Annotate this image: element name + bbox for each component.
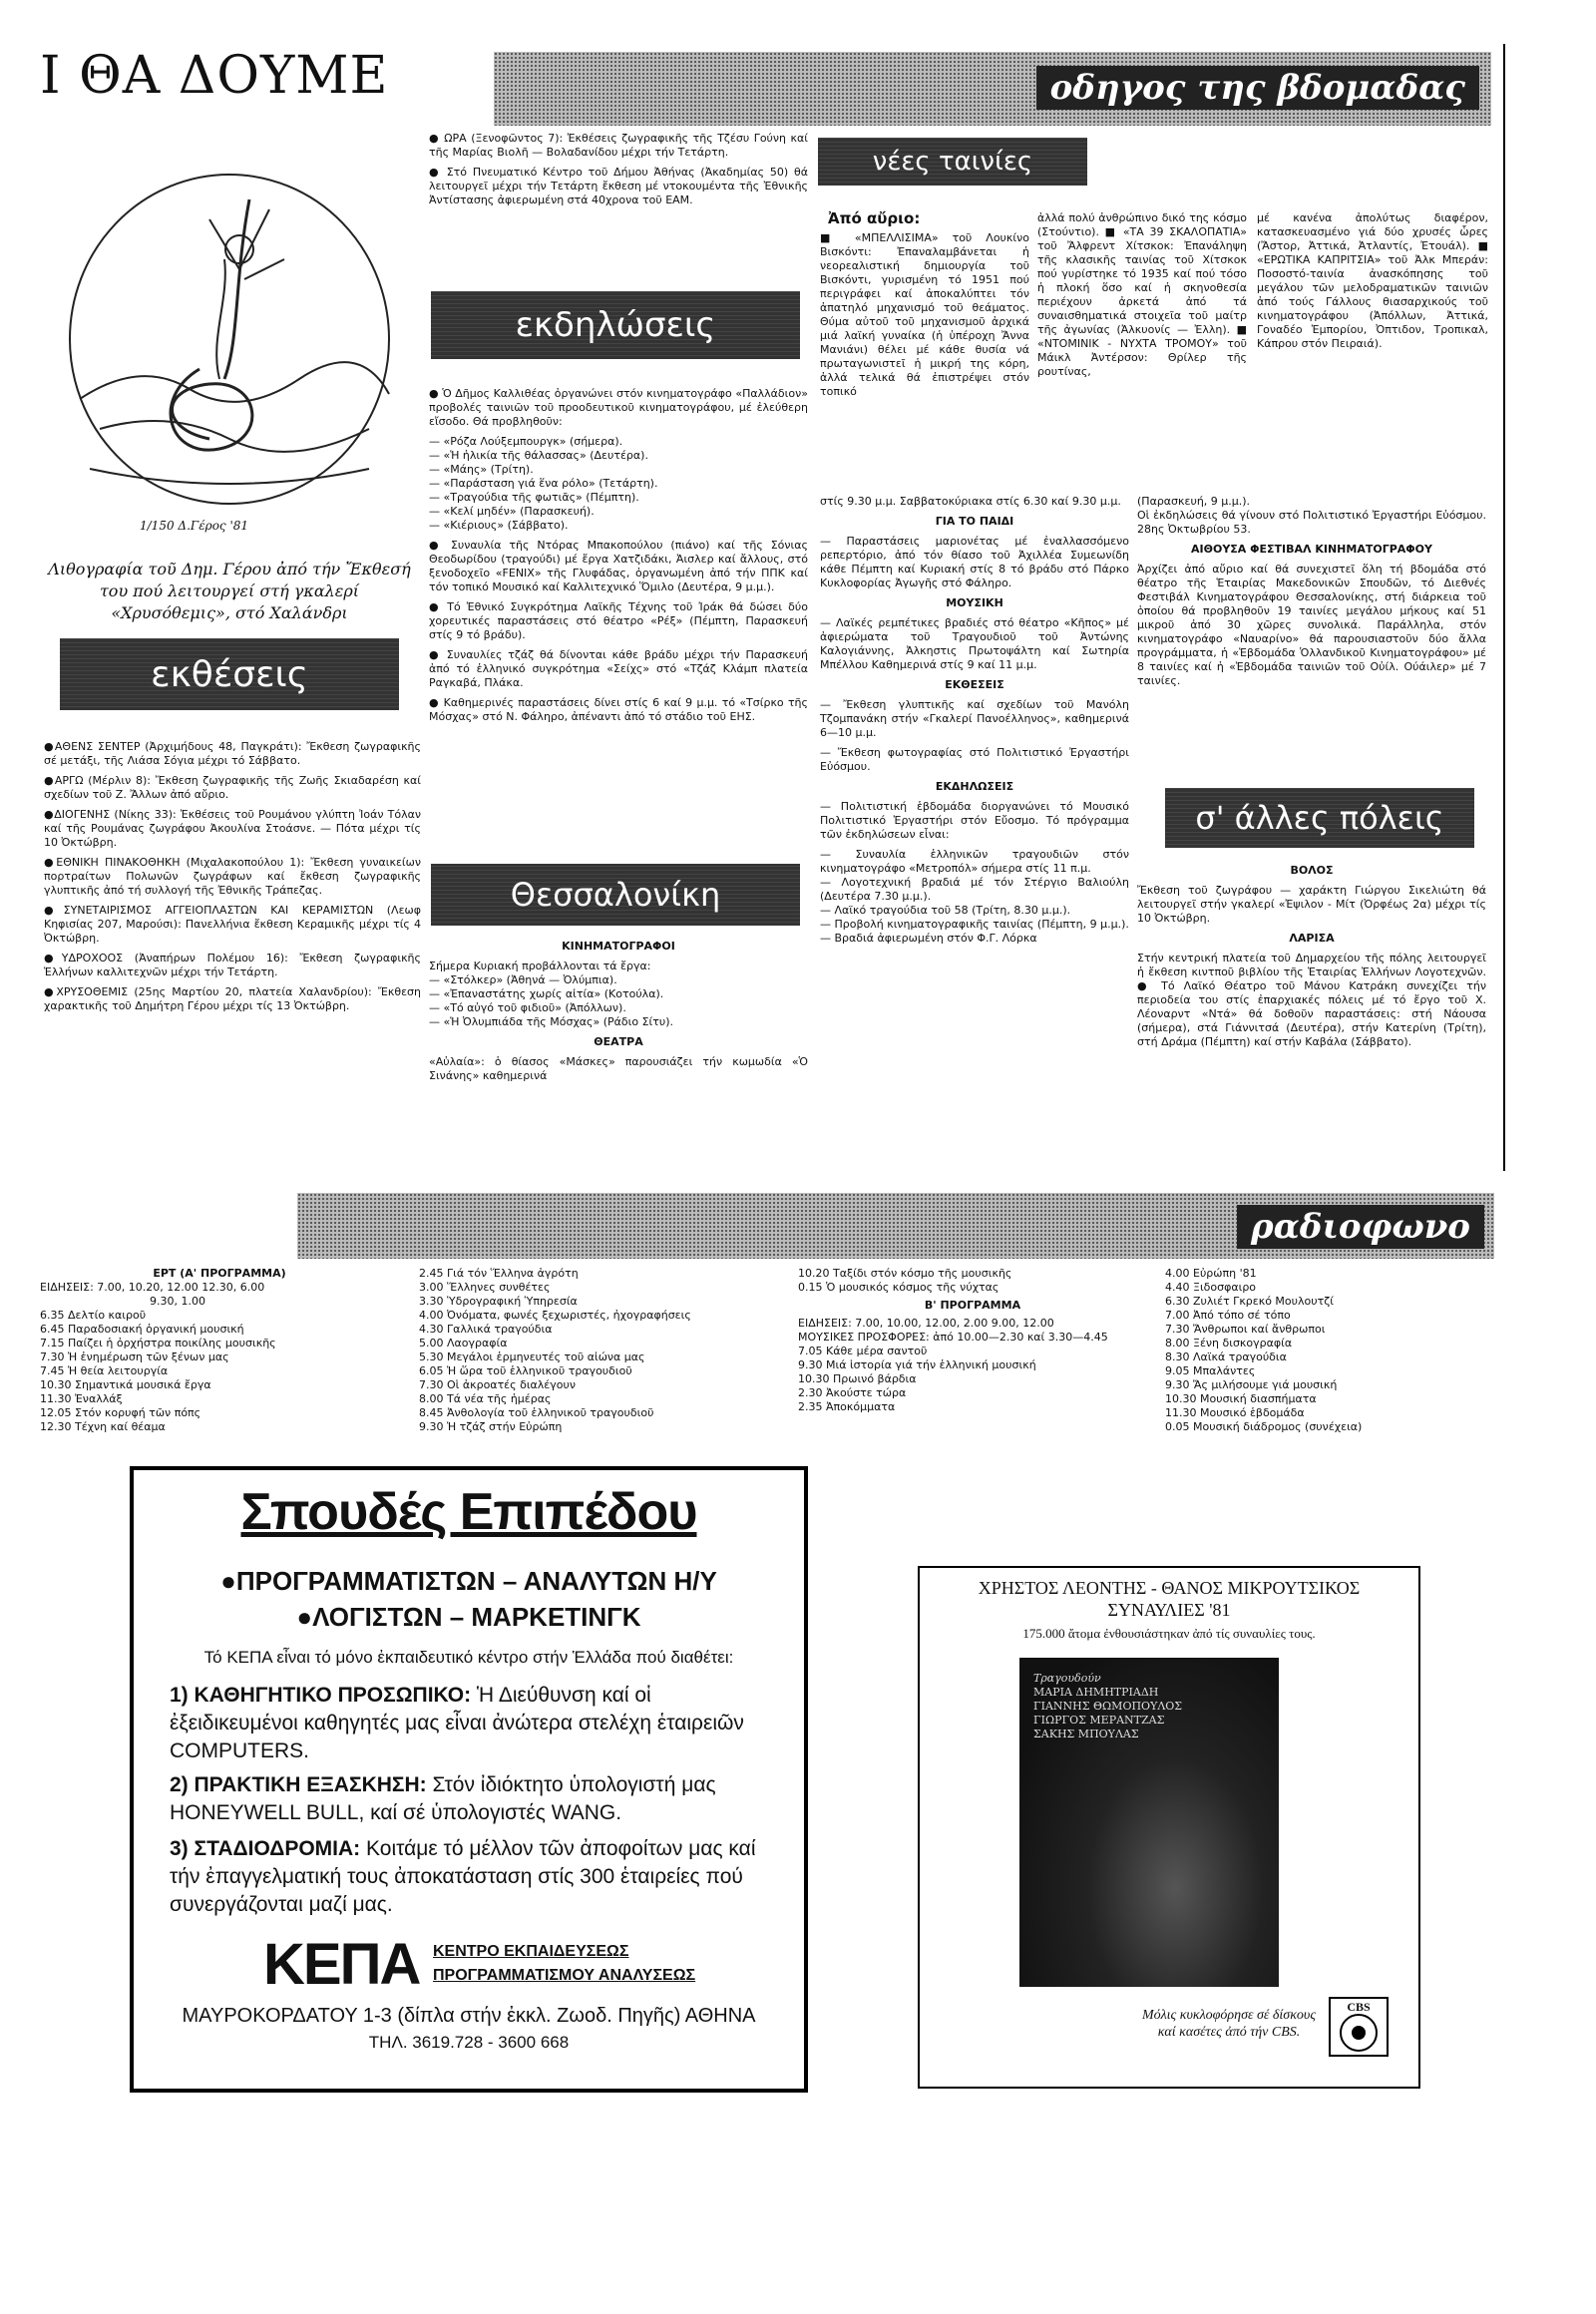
ad-kepa-title: Σπουδές Επιπέδου xyxy=(240,1483,697,1541)
radio-row: 9.30 Ἄς μιλήσουμε γιά μουσική xyxy=(1165,1378,1338,1391)
radio-title: ραδιοφωνο xyxy=(1237,1205,1484,1249)
cover-line: ΓΙΩΡΓΟΣ ΜΕΡΑΝΤΖΑΣ xyxy=(1033,1714,1165,1727)
radio-row: 7.45 Ἡ θεία λειτουργία xyxy=(40,1364,169,1377)
guide-header-band xyxy=(494,52,1491,126)
radio-row: 9.30, 1.00 xyxy=(150,1295,205,1308)
list-item: ● Ὁ Δῆμος Καλλιθέας ὀργανώνει στόν κινηματογράφο «Παλλάδιον» προβολές ταινιῶν τοῦ προοδευτικοῦ κινηματογράφου, μέ ἐλεύθερη εἴσοδο. Θά προβληθοῦν: xyxy=(429,387,808,428)
films-col-b: ἀλλά πολύ ἀνθρώπινο δικό της κόσμο (Στούντιο). ■ «ΤΑ 39 ΣΚΑΛΟΠΑΤΙΑ» τοῦ Ἄλφρεντ Χίτσκοκ: Ἐπανάληψη τῆς κλασικῆς ταινίας τοῦ Χίτσκοκ πού γυρίστηκε τό 1935 καί πού τόσο ἡ πλοκή ὅσο καί ἡ σκηνοθεσία περιέχουν ἀρκετά ἀπό τά συναισθηματικά στοιχεῖα τοῦ μαίτρ τῆς ἀγωνίας (Ἀλκυονίς — Ἐλλη). ■ «ΝΤΟΜΙΝΙΚ - ΝΥΧΤΑ ΤΡΟΜΟΥ» τοῦ Μάικλ Ἀντέρσον: Θρίλερ τῆς ρουτίνας, xyxy=(1037,211,1247,378)
ad-cbs xyxy=(918,1566,1420,2089)
ad-cbs-title-2: ΣΥΝΑΥΛΙΕΣ '81 xyxy=(1107,1600,1231,1620)
radio-row: 9.30 Μιά ἱστορία γιά τήν ἑλληνική μουσική xyxy=(798,1358,1036,1371)
ad-cbs-subtitle: 175.000 ἄτομα ἐνθουσιάστηκαν ἀπό τίς συναυλίες τους. xyxy=(1022,1626,1316,1641)
subhead-theatra: ΘΕΑΤΡΑ xyxy=(594,1035,643,1048)
masthead: Ι ΘΑ ΔΟΥΜΕ xyxy=(40,46,389,106)
radio-row: 6.05 Ἡ ὥρα τοῦ ἑλληνικοῦ τραγουδιοῦ xyxy=(419,1364,632,1377)
radio-row: 8.30 Λαϊκά τραγούδια xyxy=(1165,1350,1287,1363)
radio-col-1 xyxy=(40,1267,399,1434)
radio-row: 6.35 Δελτίο καιροῦ xyxy=(40,1309,147,1322)
ad-kepa-logo: ΚΕΠΑ xyxy=(263,1932,420,1997)
cover-line: ΣΑΚΗΣ ΜΠΟΥΛΑΣ xyxy=(1033,1728,1139,1740)
section-header-nees-tainies: νέες ταινίες xyxy=(818,138,1087,186)
radio-row: 5.30 Μεγάλοι ἑρμηνευτές τοῦ αἰώνα μας xyxy=(419,1350,645,1363)
radio-row: 12.30 Τέχνη καί θέαμα xyxy=(40,1420,166,1433)
subhead-paidi: ΓΙΑ ΤΟ ΠΑΙΔΙ xyxy=(935,515,1014,528)
radio-row: 7.30 Ἄνθρωποι καί ἄνθρωποι xyxy=(1165,1323,1326,1336)
ad-kepa-line2: ●ΛΟΓΙΣΤΩΝ – ΜΑΡΚΕΤΙΝΓΚ xyxy=(296,1602,641,1632)
radio-row: 9.30 Ἡ τζάζ στήν Εὐρώπη xyxy=(419,1420,563,1433)
list-item: ● ΩΡΑ (Ξενοφῶντος 7): Ἐκθέσεις ζωγραφικῆς τῆς Τζέσυ Γούνη καί τῆς Μαρίας Βιολῆ — Βολαδανίδου μέχρι τήν Τετάρτη. xyxy=(429,132,808,159)
radio-row: 7.15 Παίζει ἡ ὀρχήστρα ποικίλης μουσικῆς xyxy=(40,1337,276,1350)
col6-top xyxy=(1137,495,1486,694)
ad-kepa-point-2 xyxy=(170,1771,784,1827)
list-item: — Ἔκθεση γλυπτικῆς καί σχεδίων τοῦ Μανόλη Τζομπανάκη στήν «Γκαλερί Πανοέλληνος», καθημερινά 6—10 μ.μ. xyxy=(820,698,1129,739)
guide-title: οδηγος της βδομαδας xyxy=(1036,66,1479,110)
radio-row: 10.30 Σημαντικά μουσικά ἔργα xyxy=(40,1378,211,1391)
list-item: — Λογοτεχνική βραδιά μέ τόν Στέργιο Βαλιούλη (Δευτέρα 7.30 μ.μ.). xyxy=(820,876,1129,903)
apo-avrio: Ἀπό αὔριο: xyxy=(828,209,921,227)
radio-row: 8.00 Τά νέα τῆς ἡμέρας xyxy=(419,1392,552,1405)
ad-cbs-footer: Μόλις κυκλοφόρησε σέ δίσκους καί κασέτες ἀπό τήν CBS. xyxy=(1141,2008,1317,2040)
cover-line: Τραγουδούν xyxy=(1033,1672,1101,1685)
artwork-signature: 1/150 Δ.Γέρος '81 xyxy=(140,519,249,533)
radio-col-4 xyxy=(1165,1267,1494,1434)
ad-kepa-phone: ΤΗΛ. 3619.728 - 3600 668 xyxy=(368,2033,570,2052)
list-item: — Προβολή κινηματογραφικῆς ταινίας (Πέμπτη, 9 μ.μ.). xyxy=(820,918,1129,931)
radio-col-3 xyxy=(798,1267,1147,1414)
subhead-kinimatografoi: ΚΙΝΗΜΑΤΟΓΡΑΦΟΙ xyxy=(562,940,675,953)
list-item: Ἀρχίζει ἀπό αὔριο καί θά συνεχιστεῖ ὅλη τή βδομάδα στό θέατρο τῆς Ἑταιρίας Μακεδονικῶν Σπουδῶν, τό Διεθνές Φεστιβάλ Κινηματογράφου Θεσσαλονίκης, στή διάρκεια τοῦ ὁποίου θά προβληθοῦν 19 ταινίες μεγάλου μήκους καί 51 μικροῦ ἀπό 30 χῶρες συνολικά. Παράλληλα, στόν κινηματογράφο «Ναυαρίνο» θά παρουσιαστοῦν δύο ἄλλα προγράμματα, ἡ «Ἑβδομάδα Ὁλλανδικοῦ Κινηματογράφου» μέ 8 ταινίες καί ἡ «Ἑβδομάδα ταινιῶν τοῦ Οὐίλ. Ούάιλερ» μέ 7 ταινίες. xyxy=(1137,563,1486,687)
radio-row: 10.30 Πρωινό βάρδια xyxy=(798,1372,917,1385)
radio-row: 7.30 Ἡ ἐνημέρωση τῶν ξένων μας xyxy=(40,1350,229,1363)
list-item: — «Τό αὐγό τοῦ φιδιοῦ» (Ἀπόλλων). xyxy=(429,1001,626,1014)
ad-cbs-logo-text: CBS xyxy=(1347,2000,1371,2014)
cover-line: ΓΙΑΝΝΗΣ ΘΩΜΟΠΟΥΛΟΣ xyxy=(1033,1700,1183,1713)
list-item: — «Τραγούδια τῆς φωτιᾶς» (Πέμπτη). xyxy=(429,491,639,504)
list-item: ● Στό Πνευματικό Κέντρο τοῦ Δήμου Ἀθήνας (Ἀκαδημίας 50) θά λειτουργεῖ μέχρι τήν Τετάρτη ἔκθεση μέ ντοκουμέντα τῆς Ἐθνικῆς Ἀντίστασης ἀφιερωμένη στά 40χρονα τοῦ ΕΑΜ. xyxy=(429,166,808,206)
films-col-a: ■ «ΜΠΕΛΛΙΣΙΜΑ» τοῦ Λουκίνο Βισκόντι: Ἐπαναλαμβάνεται ἡ νεορεαλιστική δημιουργία τοῦ Βισκόντι, γυρισμένη τό 1951 πού περιγράφει καί ἀποκαλύπτει τόν ἀπατηλό μηχανισμό τοῦ θεάματος. Θύμα αὐτοῦ τοῦ μηχανισμοῦ ἀρχικά μιά λαϊκή γυναίκα (ἡ ὑπέροχη Ἄννα Μανιάνι) θέλει μέ κάθε θυσία νά πρωταγωνιστεῖ ἡ μικρή της κόρη, ἀλλά τελικά θά ἐπιστρέψει στόν τοπικό xyxy=(820,231,1029,398)
list-item: — «Στόλκερ» (Ἀθηνά — Ὀλύμπια). xyxy=(429,973,617,986)
ad-kepa-point-3 xyxy=(170,1835,784,1919)
radio-row: 11.30 Ἐναλλάξ xyxy=(40,1392,123,1405)
list-item: — «Ἐπαναστάτης χωρίς αἰτία» (Κοτούλα). xyxy=(429,987,664,1000)
films-col-c: μέ κανένα ἀπολύτως διαφέρον, κατασκευασμένο γιά δύο χρυσές ὧρες (Ἄστορ, Ἀττικά, Ἀτλαντίς, Ἐτουάλ). ■ «ΕΡΩΤΙΚΑ ΚΑΠΡΙΤΣΙΑ» τοῦ Ἀλκ Μπεράν: Ποσοστό-ταινία ἀνασκόπησης τοῦ μεγάλου τῶν μελοδραματικῶν ταινιῶν ἀπό τούς Γάλλους θιασαρχικούς τοῦ κινηματογράφου (Ἀπόλλων, Ἀττικά, Γοναδέο Ἐμπορίου, Ὀπτιδον, Τροπικαλ, Κάπρου στόν Πειραιά). xyxy=(1257,211,1488,350)
ad-kepa-logo-sub-1: ΚΕΝΤΡΟ ΕΚΠΑΙΔΕΥΣΕΩΣ xyxy=(433,1943,629,1960)
radio-row: 3.30 Ὑδρογραφική Ὑπηρεσία xyxy=(419,1295,578,1308)
list-item: στίς 9.30 μ.μ. Σαββατοκύριακα στίς 6.30 καί 9.30 μ.μ. xyxy=(820,495,1121,508)
thessaloniki-text xyxy=(429,940,808,1089)
list-item: Σήμερα Κυριακή προβάλλονται τά ἔργα: xyxy=(429,960,651,972)
list-item: ● Τό Ἐθνικό Συγκρότημα Λαϊκῆς Τέχνης τοῦ Ἰράκ θά δώσει δύο χορευτικές παραστάσεις στό θέατρο «Ρέξ» (Πέμπτη, Παρασκευή στίς 9 τό βράδυ). xyxy=(429,600,808,641)
list-item: ● ΧΡΥΣΟΘΕΜΙΣ (25ης Μαρτίου 20, πλατεία Χαλανδρίου): Ἔκθεση χαρακτικῆς τοῦ Δημήτρη Γέρου μέχρι τίς 13 Ὀκτώβρη. xyxy=(44,985,421,1013)
ad-kepa-intro: Τό ΚΕΠΑ εἶναι τό μόνο ἐκπαιδευτικό κέντρο στήν Ἑλλάδα πού διαθέτει: xyxy=(203,1648,734,1667)
radio-row: 7.05 Κάθε μέρα σαντοῦ xyxy=(798,1345,928,1357)
list-item: — Παραστάσεις μαριονέτας μέ ἐναλλασσόμενο ρεπερτόριο, ἀπό τόν θίασο τοῦ Ἀχιλλέα Συμεωνίδη κάθε Πέμπτη καί Κυριακή στίς 8 τό βράδυ στό Πάρκο Κυκλοφορίας Ἀγωγῆς στό Φάληρο. xyxy=(820,535,1129,589)
list-item: — Συναυλία ἑλληνικῶν τραγουδιῶν στόν κινηματογράφο «Μετροπόλ» σήμερα στίς 11 π.μ. xyxy=(820,848,1129,875)
radio-row: 10.20 Ταξίδι στόν κόσμο τῆς μουσικῆς xyxy=(798,1267,1012,1280)
list-item: — Πολιτιστική ἑβδομάδα διοργανώνει τό Μουσικό Πολιτιστικό Ἐργαστήρι στόν Εὔοσμο. Τό πρόγραμμα τῶν ἐκδηλώσεων εἶναι: xyxy=(820,800,1129,841)
list-item: ● ΣΥΝΕΤΑΙΡΙΣΜΟΣ ΑΓΓΕΙΟΠΛΑΣΤΩΝ ΚΑΙ ΚΕΡΑΜΙΣΤΩΝ (Λεωφ Κηφισίας 207, Μαρούσι): Πανελλήνια ἔκθεση Κεραμικῆς μέχρι τίς 4 Ὀκτώβρη. xyxy=(44,904,421,946)
ekdiloseis-list xyxy=(429,387,808,730)
list-item: Στήν κεντρική πλατεία τοῦ Δημαρχείου τῆς πόλης λειτουργεῖ ἡ ἔκθεση κιντποῦ βιβλίου τῆς Ἑταιρίας Ἑλλήνων Λογοτεχνῶν. ● Τό Λαϊκό Θέατρο τοῦ Μάνου Κατράκη συνεχίζει τήν περιοδεία του στίς ἐπαρχιακές πόλεις μέ τό ἔργο τοῦ Χ. Λέοναρντ «Ντά» θά δοθοῦν παραστάσεις: στή Νάουσα (σήμερα), στά Γιάννιτσά (Δευτέρα), στήν Κατερίνη (Τρίτη), στή Δράμα (Πέμπτη) καί στήν Καβάλα (Σάββατο). xyxy=(1137,952,1486,1048)
col2-intro xyxy=(429,132,808,213)
list-item: ● ΕΘΝΙΚΗ ΠΙΝΑΚΟΘΗΚΗ (Μιχαλακοπούλου 1): Ἔκθεση γυναικείων πορτραίτων Πολωνῶν ζωγράφων καί ἔκθεση ζωγραφικῆς γλυπτικῆς ἀπό τή συλλογή τῆς Ἐθνικῆς Τράπεζας. xyxy=(44,856,421,898)
subhead-ekdiloseis: ΕΚΔΗΛΩΣΕΙΣ xyxy=(935,780,1014,793)
list-item: ● ΔΙΟΓΕΝΗΣ (Νίκης 33): Ἐκθέσεις τοῦ Ρουμάνου γλύπτη Ἰοάν Τόλαν καί τῆς Ρουμάνας ζωγράφου Ἀκουλίνα Στοάσνε. — Πότα μέχρι τίς 10 Ὀκτώβρη. xyxy=(44,808,421,850)
list-item: ● ΑΡΓΩ (Μέρλιν 8): Ἔκθεση ζωγραφικῆς τῆς Ζωῆς Σκιαδαρέση καί σχεδίων τοῦ Ζ. Ἄλλων ἀπό αὔριο. xyxy=(44,774,421,802)
ad-kepa-point-2-text: Στόν ἰδιόκτητο ὑπολογιστή μας HONEYWELL BULL, καί σέ ὑπολογιστές WANG. xyxy=(170,1773,716,1824)
radio-row: 3.00 Ἕλληνες συνθέτες xyxy=(419,1281,551,1294)
list-item: — «Μάης» (Τρίτη). xyxy=(429,463,534,476)
ad-kepa-point-1-head: 1) ΚΑΘΗΓΗΤΙΚΟ ΠΡΟΣΩΠΙΚΟ: xyxy=(170,1684,472,1707)
radio-row: 0.05 Μουσική διάδρομος (συνέχεια) xyxy=(1165,1420,1363,1433)
radio-ert-b-head: Β' ΠΡΟΓΡΑΜΜΑ xyxy=(924,1299,1021,1312)
radio-row: 6.45 Παραδοσιακή ὀργανική μουσική xyxy=(40,1323,244,1336)
list-item: ● ΑΘΕΝΣ ΣΕΝΤΕΡ (Ἀρχιμήδους 48, Παγκράτι): Ἔκθεση ζωγραφικῆς σέ μετάξι, τῆς Λιάσα Σόγια μέχρι τό Σάββατο. xyxy=(44,740,421,768)
radio-row: 7.00 Ἀπό τόπο σέ τόπο xyxy=(1165,1309,1291,1322)
ad-kepa-logo-sub-2: ΠΡΟΓΡΑΜΜΑΤΙΣΜΟΥ ΑΝΑΛΥΣΕΩΣ xyxy=(433,1967,696,1984)
subhead-ektheseis: ΕΚΘΕΣΕΙΣ xyxy=(945,678,1004,691)
list-item: ● Καθημερινές παραστάσεις δίνει στίς 6 καί 9 μ.μ. τό «Τσίρκο τῆς Μόσχας» στό Ν. Φάληρο, ἀπέναντι ἀπό τό στάδιο τοῦ ΕΗΣ. xyxy=(429,696,808,723)
ad-kepa-point-3-text: Κοιτάμε τό μέλλον τῶν ἀποφοίτων μας καί τήν ἐπαγγελματική τους ἀποκατάσταση στίς 300 ἑταιρείες πού συνεργάζονται μαζί μας. xyxy=(170,1837,756,1916)
section-header-ektheseis: εκθέσεις xyxy=(60,638,399,710)
section-header-alles-poleis: σ' άλλες πόλεις xyxy=(1165,788,1474,848)
section-header-thessaloniki: Θεσσαλονίκη xyxy=(431,864,800,926)
radio-row: 8.45 Ἀνθολογία τοῦ ἑλληνικοῦ τραγουδιοῦ xyxy=(419,1406,654,1419)
col4-thess xyxy=(820,495,1129,946)
radio-row: 9.05 Μπαλάντες xyxy=(1165,1364,1256,1377)
section-header-ekdiloseis: εκδηλώσεις xyxy=(431,291,800,359)
subhead-festival: ΑΙΘΟΥΣΑ ΦΕΣΤΙΒΑΛ ΚΙΝΗΜΑΤΟΓΡΑΦΟΥ xyxy=(1191,543,1432,556)
radio-row: 6.30 Ζυλιέτ Γκρεκό Μουλουτζί xyxy=(1165,1295,1334,1308)
radio-row: ΜΟΥΣΙΚΕΣ ΠΡΟΣΦΟΡΕΣ: ἀπό 10.00—2.30 καί 3.30—4.45 xyxy=(798,1331,1108,1344)
radio-row: 7.30 Οἱ ἀκροατές διαλέγουν xyxy=(419,1378,576,1391)
list-item: ● ΥΔΡΟΧΟΟΣ (Ἀναπήρων Πολέμου 16): Ἔκθεση ζωγραφικῆς Ἑλλήνων καλλιτεχνῶν μέχρι τήν Τετάρτη. xyxy=(44,952,421,979)
ad-kepa-point-3-head: 3) ΣΤΑΔΙΟΔΡΟΜΙΑ: xyxy=(170,1837,361,1860)
list-item: «Αὐλαία»: ὁ θίασος «Μάσκες» παρουσιάζει τήν κωμωδία «Ὁ Σινάνης» καθημερινά xyxy=(429,1055,808,1082)
list-item: Οἱ ἐκδηλώσεις θά γίνουν στό Πολιτιστικό Ἐργαστήρι Εὐόσμου. 28ης Ὀκτωβρίου 53. xyxy=(1137,509,1486,536)
ad-cbs-title-1: ΧΡΗΣΤΟΣ ΛΕΟΝΤΗΣ - ΘΑΝΟΣ ΜΙΚΡΟΥΤΣΙΚΟΣ xyxy=(978,1578,1361,1598)
list-item: — Ἔκθεση φωτογραφίας στό Πολιτιστικό Ἐργαστήρι Εὐόσμου. xyxy=(820,746,1129,773)
cbs-logo-icon xyxy=(1329,1997,1389,2057)
radio-row: 0.15 Ὁ μουσικός κόσμος τῆς νύχτας xyxy=(798,1281,999,1294)
radio-col-2 xyxy=(419,1267,788,1434)
ektheseis-list xyxy=(44,740,421,1019)
list-item: — «Ρόζα Λούξεμπουργκ» (σήμερα). xyxy=(429,435,623,448)
ad-kepa-line1: ●ΠΡΟΓΡΑΜΜΑΤΙΣΤΩΝ – ΑΝΑΛΥΤΩΝ Η/Υ xyxy=(220,1566,717,1596)
subhead-mousiki: ΜΟΥΣΙΚΗ xyxy=(946,596,1003,609)
ad-kepa-point-2-head: 2) ΠΡΑΚΤΙΚΗ ΕΞΑΣΚΗΣΗ: xyxy=(170,1773,427,1796)
ad-kepa-address: ΜΑΥΡΟΚΟΡΔΑΤΟΥ 1-3 (δίπλα στήν ἐκκλ. Ζωοδ. Πηγῆς) ΑΘΗΝΑ xyxy=(182,2005,756,2027)
radio-row: 2.45 Γιά τόν Ἕλληνα ἀγρότη xyxy=(419,1267,579,1280)
radio-row: 12.05 Στόν κορυφή τῶν πόπς xyxy=(40,1406,201,1419)
list-item: — «Ἡ ἡλικία τῆς θάλασσας» (Δευτέρα). xyxy=(429,449,648,462)
list-item: ● Συναυλίες τζάζ θά δίνονται κάθε βράδυ μέχρι τήν Παρασκευή ἀπό τό ἑλληνικό συγκρότημα «Σείχς» στό «Τζάζ Κλάμπ πλατεία Ραγκαβά, Πλάκα. xyxy=(429,648,808,689)
subhead-larisa: ΛΑΡΙΣΑ xyxy=(1289,932,1335,945)
radio-row: 2.30 Ἀκούστε τώρα xyxy=(798,1386,907,1399)
radio-row: 10.30 Μουσική διασπήματα xyxy=(1165,1392,1317,1405)
radio-row: 4.30 Γαλλικά τραγούδια xyxy=(419,1323,553,1336)
list-item: (Παρασκευή, 9 μ.μ.). xyxy=(1137,495,1251,508)
radio-row: 2.35 Ἀποκόμματα xyxy=(798,1400,896,1413)
radio-row: 8.00 Ξένη δισκογραφία xyxy=(1165,1337,1293,1350)
artwork-caption: Λιθογραφία τοῦ Δημ. Γέρου ἀπό τήν Ἔκθεσή του πού λειτουργεί στή γκαλερί «Χρυσόθεμις», στό Χαλάνδρι xyxy=(48,560,411,622)
radio-header-band xyxy=(297,1193,1494,1259)
ad-cbs-cover-text xyxy=(1033,1672,1182,1741)
lithograph-artwork xyxy=(40,140,419,519)
list-item: — Λαϊκές ρεμπέτικες βραδιές στό θέατρο «Κῆπος» μέ ἀφιερώματα τοῦ Τραγουδιοῦ τοῦ Ἀντώνης Καλογιάννης, Ἀλκηστις Πρωτοψάλτη καί Σωτηρία Μπέλλου Καθημερινά στίς 9 καί 11 μ.μ. xyxy=(820,616,1129,671)
radio-row: 11.30 Μουσικό ἑβδομάδα xyxy=(1165,1406,1305,1419)
list-item: — «Κελί μηδέν» (Παρασκευή). xyxy=(429,505,595,518)
radio-row: 4.00 Ὀνόματα, φωνές ξεχωριστές, ἠχογραφήσεις xyxy=(419,1309,691,1322)
list-item: — Λαϊκό τραγούδια τοῦ 58 (Τρίτη, 8.30 μ.μ.). xyxy=(820,904,1071,917)
cover-line: ΜΑΡΙΑ ΔΗΜΗΤΡΙΑΔΗ xyxy=(1033,1686,1159,1699)
ad-cbs-album-cover xyxy=(1019,1658,1279,1987)
ad-kepa xyxy=(130,1466,808,2093)
radio-ert-a-head: ΕΡΤ (Α' ΠΡΟΓΡΑΜΜΑ) xyxy=(153,1267,286,1280)
radio-row: 4.40 Ξιδοσφαιρο xyxy=(1165,1281,1257,1294)
radio-row: 4.00 Εὐρώπη '81 xyxy=(1165,1267,1257,1280)
list-item: Ἔκθεση τοῦ ζωγράφου — χαράκτη Γιώργου Σικελιώτη θά λειτουργεῖ στήν γκαλερί «Ἐψιλον - Μίτ (Ὀρφέως 2α) μέχρι τίς 10 Ὀκτώβρη. xyxy=(1137,884,1486,925)
radio-row: ΕΙΔΗΣΕΙΣ: 7.00, 10.00, 12.00, 2.00 9.00, 12.00 xyxy=(798,1317,1054,1330)
list-item: — «Παράσταση γιά ἕνα ρόλο» (Τετάρτη). xyxy=(429,477,658,490)
list-item: ● Συναυλία τῆς Ντόρας Μπακοπούλου (πιάνο) καί τῆς Σόνιας Θεοδωρίδου (τραγούδι) μέ ἔργα Χατζιδάκι, Ἀισλερ καί ἄλλους, στό ξενοδοχεῖο «FENIX» τῆς Γλυφάδας, ὀργανωμένη ἀπό τήν ΠΠΚ καί τόν τοπικό Μουσικό καί Καλλιτεχνικό Ὅμιλο (Δευτέρα, 9 μ.μ.). xyxy=(429,539,808,593)
col6-bottom xyxy=(1137,864,1486,1055)
list-item: — «Κιέριους» (Σάββατο). xyxy=(429,519,569,532)
ad-kepa-point-1-text: Ἡ Διεύθυνση καί οἱ ἐξειδικευμένοι καθηγητές μας εἶναι ἀνώτερα στελέχη ἑταιρειῶν COMPUTERS. xyxy=(170,1684,744,1762)
subhead-volos: ΒΟΛΟΣ xyxy=(1290,864,1334,877)
list-item: — Βραδιά ἀφιερωμένη στόν Φ.Γ. Λόρκα xyxy=(820,932,1037,945)
ad-kepa-point-1 xyxy=(170,1682,784,1765)
list-item: — «Ἡ Ὀλυμπιάδα τῆς Μόσχας» (Ράδιο Σίτυ). xyxy=(429,1015,674,1028)
radio-row: ΕΙΔΗΣΕΙΣ: 7.00, 10.20, 12.00 12.30, 6.00 xyxy=(40,1281,265,1294)
radio-row: 5.00 Λαογραφία xyxy=(419,1337,508,1350)
right-rule xyxy=(1503,44,1505,1171)
